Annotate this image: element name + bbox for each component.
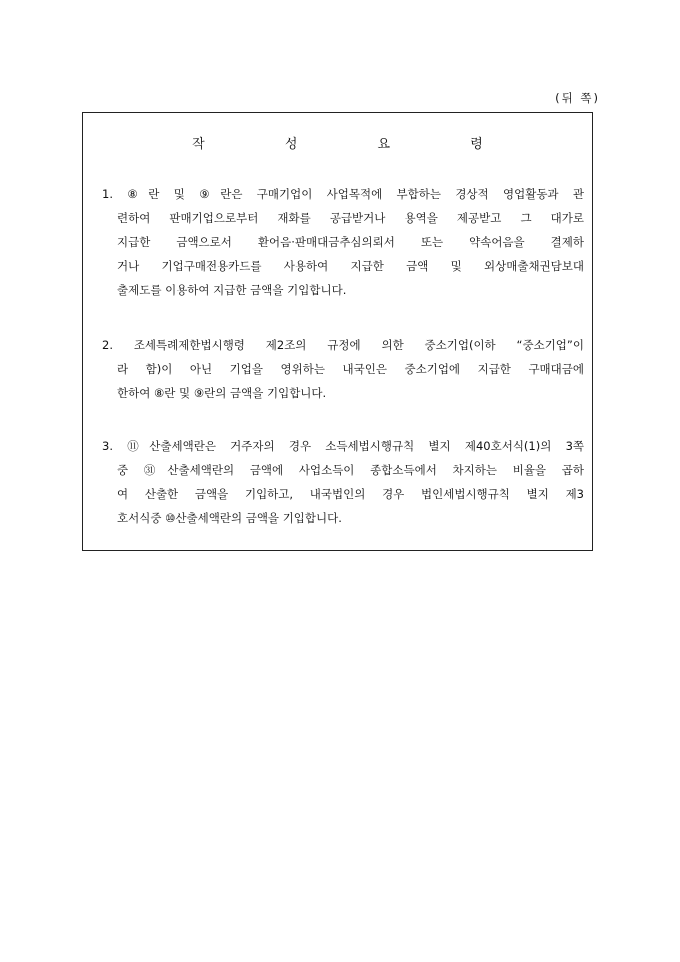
item-3-line-1: 3. ⑪산출세액란은 거주자의 경우 소득세법시행규칙 별지 제40호서식(1)의 3쪽 xyxy=(102,439,584,453)
instructions-title: 작 성 요 령 xyxy=(192,137,521,152)
item-3-line-4: 호서식중 ⑩산출세액란의 금액을 기입합니다. xyxy=(117,511,342,525)
instruction-item-2 xyxy=(102,333,584,405)
page-side-label: (뒤 쪽) xyxy=(555,91,600,105)
item-1-line-5: 출제도를 이용하여 지급한 금액을 기입합니다. xyxy=(117,283,347,297)
item-1-line-4: 거나 기업구매전용카드를 사용하여 지급한 금액 및 외상매출채권담보대 xyxy=(117,259,584,273)
instruction-item-3 xyxy=(102,434,584,530)
item-1-line-1: 1. ⑧란 및 ⑨란은 구매기업이 사업목적에 부합하는 경상적 영업활동과 관 xyxy=(102,187,584,201)
item-2-line-1: 2. 조세특례제한법시행령 제2조의 규정에 의한 중소기업(이하 “중소기업”이 xyxy=(102,338,584,352)
item-2-line-3: 한하여 ⑧란 및 ⑨란의 금액을 기입합니다. xyxy=(117,386,327,400)
instruction-item-1 xyxy=(102,182,584,302)
item-1-line-3: 지급한 금액으로서 환어음·판매대금추심의뢰서 또는 약속어음을 결제하 xyxy=(117,235,584,249)
item-3-line-2: 중 ㉛산출세액란의 금액에 사업소득이 종합소득에서 차지하는 비율을 곱하 xyxy=(117,463,584,477)
item-3-line-3: 여 산출한 금액을 기입하고, 내국법인의 경우 법인세법시행규칙 별지 제3 xyxy=(117,487,584,501)
item-2-line-2: 라 함)이 아닌 기업을 영위하는 내국인은 중소기업에 지급한 구매대금에 xyxy=(117,362,584,376)
item-1-line-2: 련하여 판매기업으로부터 재화를 공급받거나 용역을 제공받고 그 대가로 xyxy=(117,211,584,225)
